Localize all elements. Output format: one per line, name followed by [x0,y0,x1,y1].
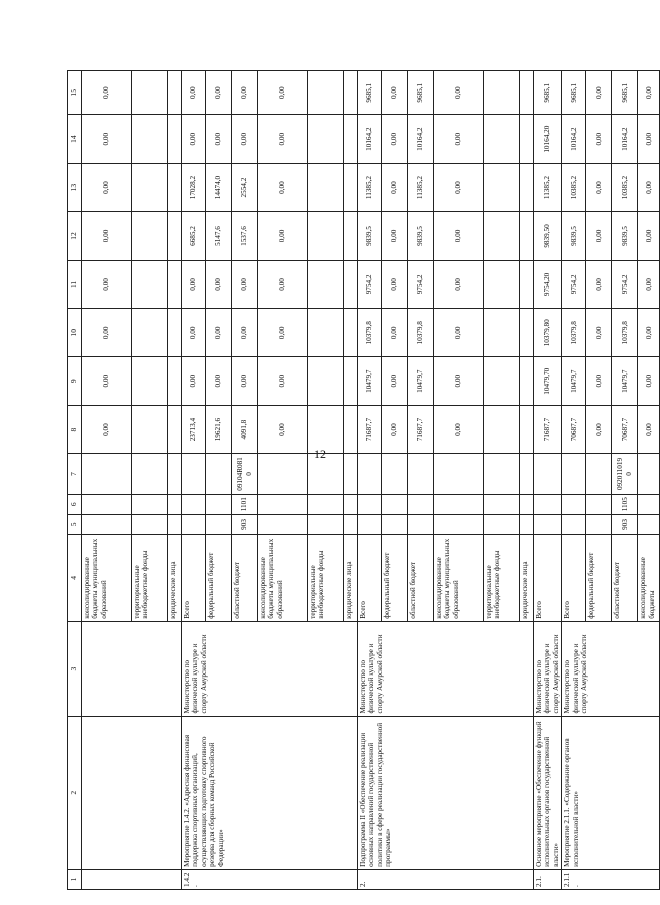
amount-cell: 71687,7 [534,405,562,453]
amount-cell [132,71,168,115]
amount-cell: 1537,6 [232,212,258,260]
budget-code [562,454,586,494]
amount-cell [344,212,358,260]
amount-cell: 0,00 [382,357,408,405]
amount-cell: 19621,6 [206,405,232,453]
budget-code [484,454,520,494]
item-name: Мероприятие 2.1.1. «Содержание органов исполнительной власти» [562,716,660,869]
budget-code: 1101 [232,494,258,514]
amount-cell [344,309,358,357]
budget-code [132,454,168,494]
amount-cell: 10379,80 [534,309,562,357]
amount-cell: 70687,7 [612,405,638,453]
item-code: 1.4.2. [182,869,358,889]
amount-cell: 0,00 [586,405,612,453]
budget-code [308,494,344,514]
amount-cell: 71687,7 [358,405,382,453]
table-row [182,71,206,890]
amount-cell: 10379,8 [612,309,638,357]
funding-source: Всего [562,535,586,622]
amount-cell [484,163,520,211]
amount-cell [308,212,344,260]
amount-cell: 9685,1 [358,71,382,115]
amount-cell: 0,00 [382,212,408,260]
budget-code [562,494,586,514]
column-header: 5 [68,514,82,534]
amount-cell [344,115,358,163]
amount-cell [520,71,534,115]
amount-cell: 0,00 [258,260,308,308]
amount-cell: 0,00 [258,71,308,115]
amount-cell: 0,00 [638,71,660,115]
amount-cell [308,260,344,308]
amount-cell: 0,00 [638,212,660,260]
column-header: 14 [68,115,82,163]
amount-cell: 0,00 [182,260,206,308]
budget-code [408,514,434,534]
table-row [562,71,586,890]
amount-cell: 10164,2 [612,115,638,163]
funding-source: юридические лица [344,535,358,622]
amount-cell: 70687,7 [562,405,586,453]
amount-cell [168,71,182,115]
amount-cell: 10164,2 [358,115,382,163]
amount-cell [344,260,358,308]
budget-code [382,494,408,514]
amount-cell: 0,00 [206,260,232,308]
amount-cell [308,71,344,115]
amount-cell: 11385,2 [358,163,382,211]
funding-source: Всего [534,535,562,622]
column-header: 9 [68,357,82,405]
budget-code [168,514,182,534]
executor: Министерство по физической культуре и спорту Амурской области [562,621,660,716]
amount-cell: 0,00 [382,405,408,453]
amount-cell: 0,00 [82,212,132,260]
budget-code [434,494,484,514]
rotated-sheet [67,70,656,890]
funding-source: юридические лица [168,535,182,622]
column-header: 7 [68,454,82,494]
amount-cell: 0,00 [206,309,232,357]
amount-cell [484,71,520,115]
budget-code [358,514,382,534]
budget-code [82,494,132,514]
item-name [82,716,182,869]
amount-cell: 0,00 [182,357,206,405]
budget-code [358,494,382,514]
budget-code [132,514,168,534]
budget-code [586,454,612,494]
amount-cell [168,163,182,211]
amount-cell: 0,00 [82,260,132,308]
amount-cell [168,212,182,260]
amount-cell: 9685,1 [562,71,586,115]
amount-cell [520,405,534,453]
funding-source: федеральный бюджет [206,535,232,622]
budget-code: 0920110190 [612,454,638,494]
amount-cell [520,357,534,405]
amount-cell [484,357,520,405]
budget-code [344,514,358,534]
budget-code [562,514,586,534]
amount-cell: 0,00 [638,309,660,357]
amount-cell [308,309,344,357]
amount-cell [484,260,520,308]
budget-code [434,514,484,534]
funding-source: консолидированные бюджеты [638,535,660,622]
amount-cell [132,357,168,405]
budget-code [534,454,562,494]
funding-source: областной бюджет [408,535,434,622]
amount-cell: 0,00 [382,309,408,357]
amount-cell: 10164,2 [408,115,434,163]
amount-cell: 0,00 [434,309,484,357]
amount-cell [308,115,344,163]
header-row [68,71,82,890]
funding-source: Всего [358,535,382,622]
amount-cell: 0,00 [586,309,612,357]
amount-cell [308,163,344,211]
amount-cell: 0,00 [382,260,408,308]
amount-cell: 9754,2 [358,260,382,308]
amount-cell: 0,00 [82,357,132,405]
amount-cell [344,405,358,453]
amount-cell: 0,00 [434,405,484,453]
column-header: 2 [68,716,82,869]
budget-code [182,494,206,514]
amount-cell: 0,00 [258,212,308,260]
budget-code [182,514,206,534]
amount-cell: 0,00 [82,71,132,115]
item-code [82,869,182,889]
amount-cell [168,405,182,453]
amount-cell [168,309,182,357]
amount-cell: 0,00 [434,163,484,211]
amount-cell: 9754,20 [534,260,562,308]
amount-cell [132,212,168,260]
column-header: 8 [68,405,82,453]
amount-cell: 0,00 [638,260,660,308]
amount-cell [520,115,534,163]
amount-cell [484,405,520,453]
amount-cell: 0,00 [258,309,308,357]
funding-source: территориальные внебюджетные фонды [132,535,168,622]
item-name: Основное мероприятие «Обеспечение функций исполнительных органов государственной власти» [534,716,562,869]
budget-code [182,454,206,494]
amount-cell [520,260,534,308]
budget-code [382,514,408,534]
amount-cell: 9754,2 [408,260,434,308]
budget-code [344,494,358,514]
amount-cell: 10479,7 [358,357,382,405]
budget-code [132,494,168,514]
budget-table [67,70,660,890]
amount-cell [308,357,344,405]
amount-cell: 0,00 [586,260,612,308]
amount-cell: 0,00 [206,115,232,163]
amount-cell: 9839,5 [358,212,382,260]
executor [82,621,182,716]
table-row [534,71,562,890]
budget-code: 1105 [612,494,638,514]
amount-cell: 0,00 [638,405,660,453]
budget-code [408,494,434,514]
funding-source: консолидированные бюджеты муниципальных образований [82,535,132,622]
column-header: 4 [68,535,82,622]
budget-code [206,454,232,494]
budget-code [484,494,520,514]
amount-cell [132,309,168,357]
amount-cell [344,357,358,405]
budget-code: 903 [612,514,638,534]
amount-cell: 2554,2 [232,163,258,211]
amount-cell [484,115,520,163]
amount-cell: 0,00 [586,115,612,163]
amount-cell: 10479,7 [408,357,434,405]
amount-cell: 0,00 [232,115,258,163]
column-header: 6 [68,494,82,514]
item-code: 2.1. [534,869,562,889]
budget-code [206,494,232,514]
amount-cell: 0,00 [182,115,206,163]
column-header: 12 [68,212,82,260]
budget-code [258,514,308,534]
budget-code [586,514,612,534]
amount-cell: 10479,7 [562,357,586,405]
amount-cell: 0,00 [638,115,660,163]
executor: Министерство по физической культуре и спорту Амурской области [534,621,562,716]
amount-cell: 71687,7 [408,405,434,453]
funding-source: федеральный бюджет [382,535,408,622]
budget-code [82,454,132,494]
page-number: 12 [314,447,326,461]
amount-cell: 0,00 [382,71,408,115]
column-header: 13 [68,163,82,211]
amount-cell: 10379,8 [358,309,382,357]
amount-cell: 10479,7 [612,357,638,405]
amount-cell: 0,00 [82,405,132,453]
table-body [68,71,660,890]
amount-cell: 0,00 [82,163,132,211]
table-row [358,71,382,890]
amount-cell: 11385,2 [408,163,434,211]
budget-code [382,454,408,494]
budget-code [344,454,358,494]
amount-cell: 0,00 [382,163,408,211]
budget-code [308,454,344,494]
amount-cell: 0,00 [206,71,232,115]
budget-code [258,494,308,514]
budget-code [258,454,308,494]
amount-cell: 14474,0 [206,163,232,211]
amount-cell: 0,00 [82,115,132,163]
amount-cell: 0,00 [182,71,206,115]
budget-code [206,514,232,534]
amount-cell: 0,00 [258,115,308,163]
amount-cell: 0,00 [182,309,206,357]
amount-cell [520,163,534,211]
budget-code [586,494,612,514]
amount-cell [132,260,168,308]
funding-source: территориальные внебюджетные фонды [308,535,344,622]
amount-cell: 0,00 [382,115,408,163]
amount-cell: 0,00 [82,309,132,357]
amount-cell: 10164,20 [534,115,562,163]
amount-cell: 9685,1 [534,71,562,115]
amount-cell: 0,00 [434,71,484,115]
budget-code [408,454,434,494]
amount-cell: 5147,6 [206,212,232,260]
budget-code [534,514,562,534]
amount-cell: 0,00 [586,163,612,211]
column-header: 3 [68,621,82,716]
budget-code [520,494,534,514]
funding-source: территориальные внебюджетные фонды [484,535,520,622]
column-header: 10 [68,309,82,357]
amount-cell [132,163,168,211]
amount-cell: 0,00 [258,357,308,405]
item-code: 2.1.1. [562,869,660,889]
amount-cell: 4091,8 [232,405,258,453]
amount-cell [132,405,168,453]
budget-code [534,494,562,514]
budget-code [638,494,660,514]
amount-cell: 9754,2 [562,260,586,308]
table-row [82,71,132,890]
amount-cell [344,71,358,115]
amount-cell [344,163,358,211]
amount-cell: 9839,5 [612,212,638,260]
column-header: 1 [68,869,82,889]
amount-cell: 6685,2 [182,212,206,260]
amount-cell: 9685,1 [408,71,434,115]
amount-cell: 0,00 [232,71,258,115]
amount-cell: 0,00 [586,357,612,405]
amount-cell: 10385,2 [612,163,638,211]
amount-cell: 0,00 [434,212,484,260]
item-code: 2. [358,869,534,889]
item-name: Мероприятие 1.4.2. «Адресная финансовая поддержка спортивных организаций, осуществляющих подготовку спортивного резерва для сборных команд Российской Федерации» [182,716,358,869]
amount-cell: 0,00 [638,357,660,405]
amount-cell: 10379,8 [562,309,586,357]
amount-cell [132,115,168,163]
amount-cell: 9839,5 [562,212,586,260]
amount-cell: 9839,5 [408,212,434,260]
amount-cell: 17028,2 [182,163,206,211]
funding-source: областной бюджет [612,535,638,622]
budget-code [520,514,534,534]
amount-cell: 23713,4 [182,405,206,453]
column-header: 11 [68,260,82,308]
budget-code [82,514,132,534]
amount-cell: 0,00 [232,357,258,405]
amount-cell: 0,00 [434,260,484,308]
amount-cell: 0,00 [206,357,232,405]
amount-cell [168,260,182,308]
budget-code [358,454,382,494]
amount-cell [484,309,520,357]
amount-cell [168,115,182,163]
amount-cell: 11385,2 [534,163,562,211]
amount-cell: 10479,70 [534,357,562,405]
amount-cell: 9839,50 [534,212,562,260]
column-header: 15 [68,71,82,115]
amount-cell [308,405,344,453]
amount-cell: 0,00 [586,212,612,260]
amount-cell: 10164,2 [562,115,586,163]
executor: Министерство по физической культуре и спорту Амурской области [358,621,534,716]
budget-code [168,454,182,494]
amount-cell: 0,00 [434,115,484,163]
funding-source: федеральный бюджет [586,535,612,622]
budget-code [520,454,534,494]
funding-source: юридические лица [520,535,534,622]
amount-cell: 10379,8 [408,309,434,357]
budget-code: 903 [232,514,258,534]
amount-cell [168,357,182,405]
budget-code [638,514,660,534]
budget-code [308,514,344,534]
budget-code: 09104R0810 [232,454,258,494]
budget-code [638,454,660,494]
funding-source: Всего [182,535,206,622]
amount-cell: 0,00 [258,163,308,211]
budget-code [484,514,520,534]
budget-code [168,494,182,514]
funding-source: консолидированные бюджеты муниципальных образований [258,535,308,622]
amount-cell: 0,00 [586,71,612,115]
item-name: Подпрограмма II «Обеспечение реализации основных направлений государственной политики в сфере реализации государственной программы» [358,716,534,869]
amount-cell [520,212,534,260]
funding-source: областной бюджет [232,535,258,622]
amount-cell: 0,00 [638,163,660,211]
amount-cell: 0,00 [434,357,484,405]
executor: Министерство по физической культуре и спорту Амурской области [182,621,358,716]
amount-cell: 0,00 [258,405,308,453]
amount-cell [484,212,520,260]
amount-cell: 9754,2 [612,260,638,308]
amount-cell [520,309,534,357]
amount-cell: 10385,2 [562,163,586,211]
amount-cell: 0,00 [232,260,258,308]
funding-source: консолидированные бюджеты муниципальных образований [434,535,484,622]
budget-code [434,454,484,494]
amount-cell: 9685,1 [612,71,638,115]
amount-cell: 0,00 [232,309,258,357]
